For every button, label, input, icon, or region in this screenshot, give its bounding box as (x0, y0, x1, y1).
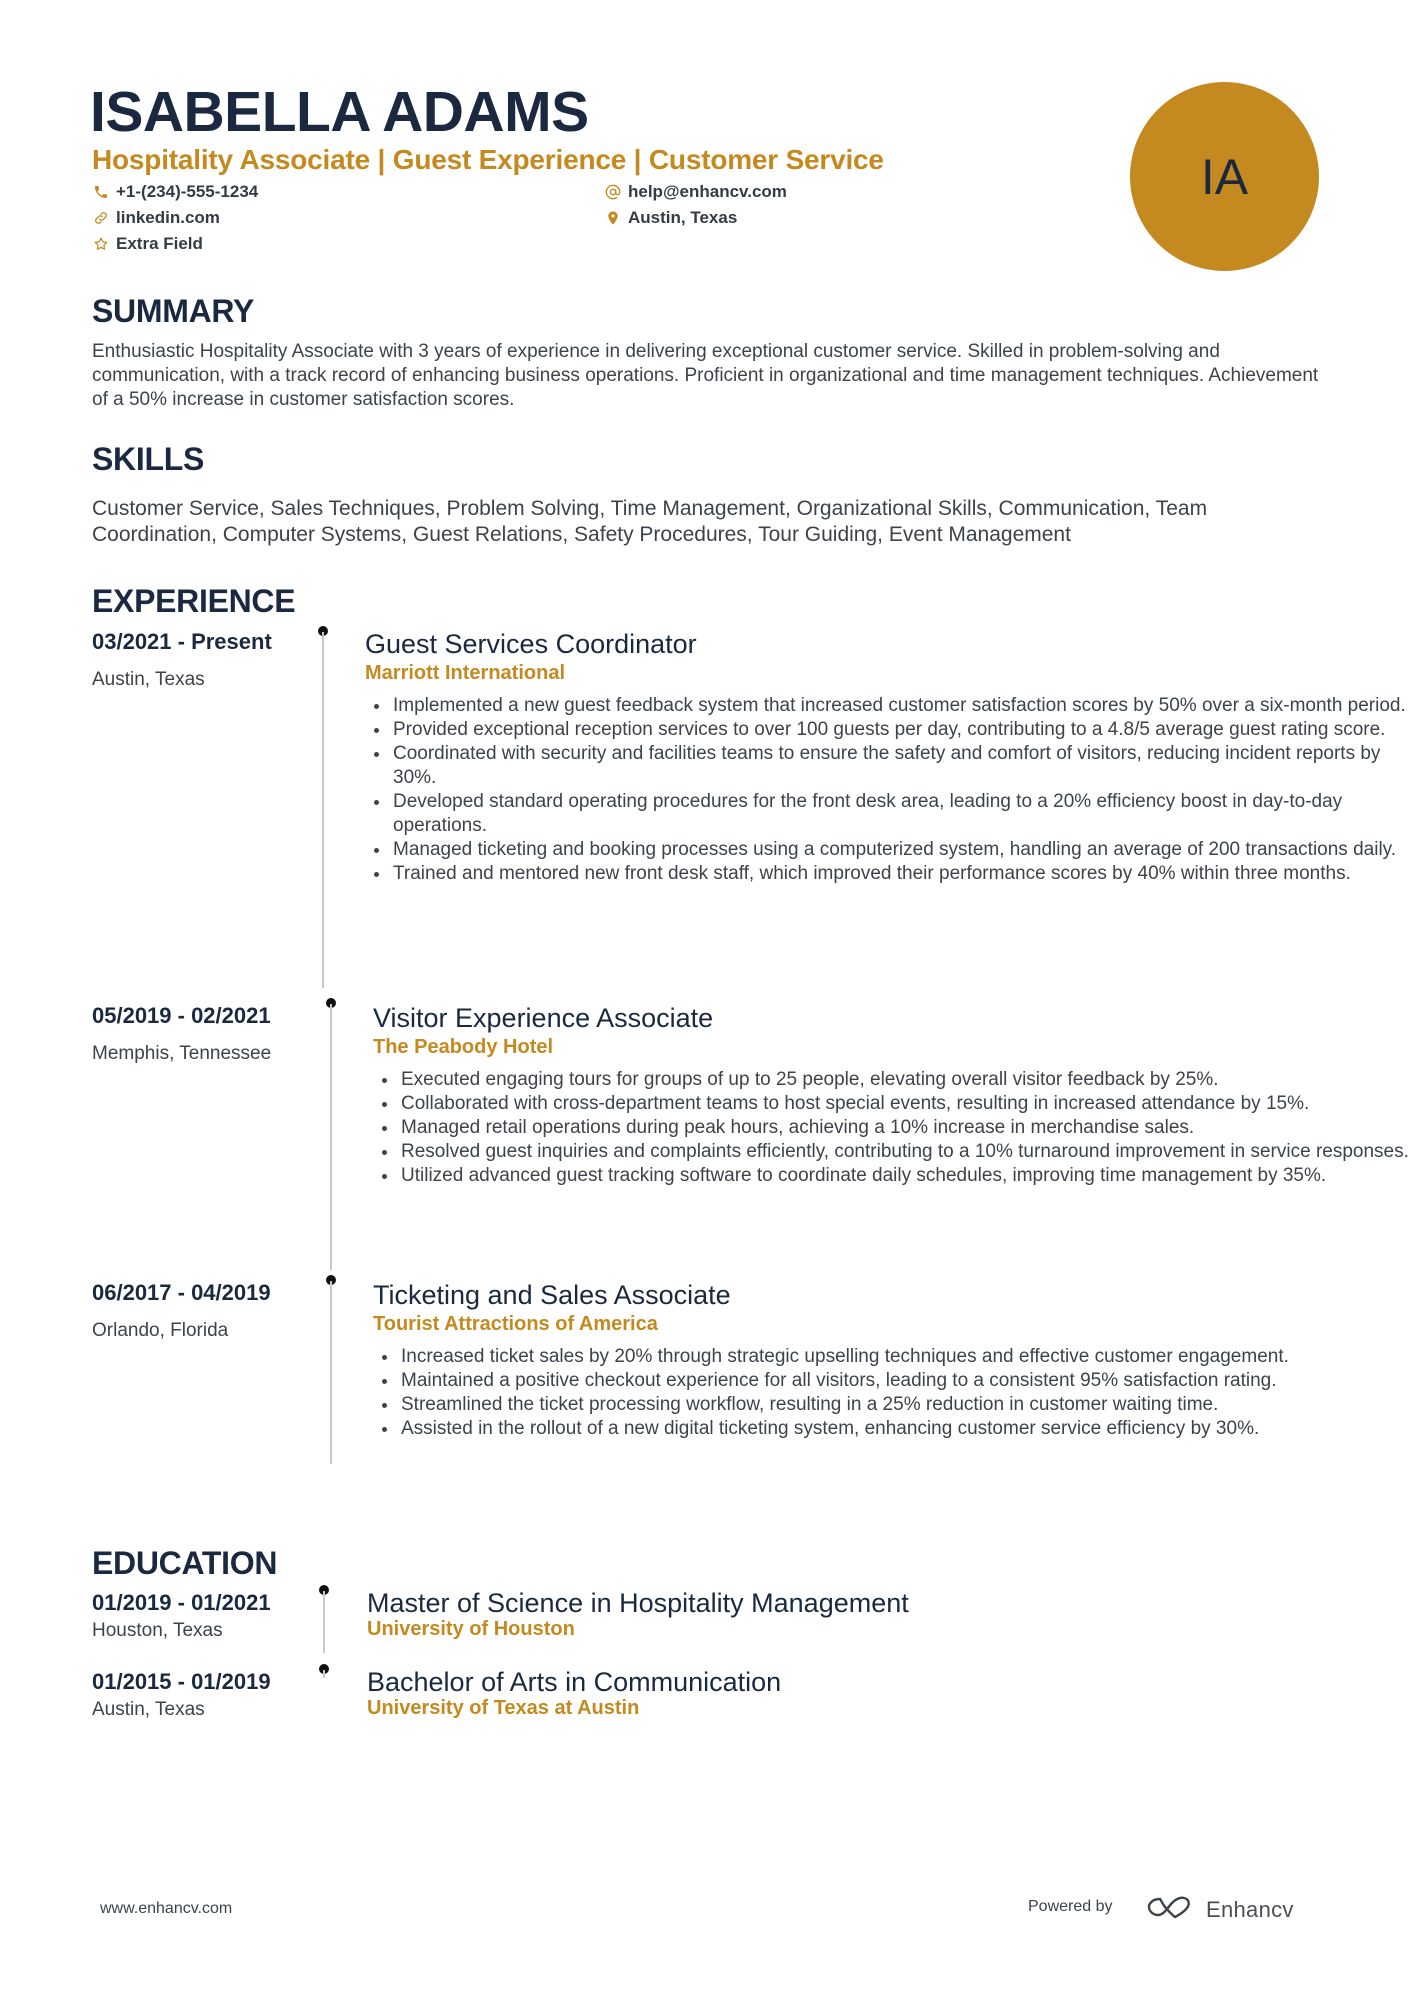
bullet-item: Implemented a new guest feedback system that increased customer satisfaction scores by 50% over a six-month period. (365, 694, 1410, 718)
map-pin-icon (604, 209, 622, 227)
bullet-item: Provided exceptional reception services to over 100 guests per day, contributing to a 4.8/5 average guest rating score. (365, 718, 1410, 742)
bullet-item: Resolved guest inquiries and complaints efficiently, contributing to a 10% turnaround improvement in service responses. (373, 1140, 1410, 1164)
contact-location (604, 206, 737, 230)
timeline-line (330, 1281, 332, 1464)
email-link[interactable]: help@enhancv.com (628, 182, 787, 201)
candidate-headline: Hospitality Associate | Guest Experience | Customer Service (92, 144, 884, 175)
timeline-line (330, 1004, 332, 1270)
enhancv-logo-icon (1146, 1894, 1194, 1925)
bullet-item: Managed retail operations during peak hours, achieving a 10% increase in merchandise sales. (373, 1116, 1410, 1140)
education-entry (92, 1667, 1332, 1740)
entry-bullets (373, 1345, 1410, 1441)
bullet-item: Increased ticket sales by 20% through strategic upselling techniques and effective customer engagement. (373, 1345, 1410, 1369)
contact-email (604, 180, 787, 204)
entry-location: Houston, Texas (92, 1620, 223, 1641)
link-icon (92, 209, 110, 227)
entry-date: 06/2017 - 04/2019 (92, 1280, 271, 1305)
phone-text: +1-(234)-555-1234 (116, 182, 259, 201)
entry-company: The Peabody Hotel (373, 1036, 554, 1058)
contact-extra (92, 232, 203, 256)
skills-text: Customer Service, Sales Techniques, Problem Solving, Time Management, Organizational Skills, Communication, Team Coordination, Computer Systems, Guest Relations, Safety Procedures, Tour Guiding, Event Management (92, 497, 1208, 546)
contact-phone (92, 180, 258, 204)
degree-title: Bachelor of Arts in Communication (367, 1667, 782, 1697)
entry-content (373, 1002, 1410, 1188)
candidate-name: ISABELLA ADAMS (90, 80, 589, 144)
location-text: Austin, Texas (628, 208, 738, 227)
linkedin-link[interactable]: linkedin.com (116, 208, 220, 227)
entry-date: 03/2021 - Present (92, 629, 272, 654)
extra-field-text: Extra Field (116, 234, 203, 253)
bullet-item: Maintained a positive checkout experience for all visitors, leading to a consistent 95% satisfaction rating. (373, 1369, 1410, 1393)
entry-bullets (365, 694, 1410, 886)
degree-title: Master of Science in Hospitality Management (367, 1588, 909, 1618)
entry-role: Visitor Experience Associate (373, 1003, 714, 1033)
experience-entry (92, 1002, 1409, 1272)
entry-content (367, 1587, 1407, 1642)
education-heading: EDUCATION (92, 1545, 278, 1581)
bullet-item: Developed standard operating procedures for the front desk area, leading to a 20% efficiency boost in day-to-day operations. (365, 790, 1410, 838)
contact-linkedin (92, 206, 220, 230)
timeline-line (322, 632, 324, 988)
at-icon (604, 183, 622, 201)
experience-heading: EXPERIENCE (92, 583, 296, 619)
bullet-item: Executed engaging tours for groups of up to 25 people, elevating overall visitor feedback by 25%. (373, 1068, 1410, 1092)
bullet-item: Collaborated with cross-department teams to host special events, resulting in increased attendance by 15%. (373, 1092, 1410, 1116)
education-entry (92, 1588, 1332, 1661)
experience-entry (92, 1279, 1332, 1479)
avatar-initials: IA (1200, 148, 1249, 205)
entry-bullets (373, 1068, 1410, 1188)
entry-location: Austin, Texas (92, 669, 205, 690)
entry-date: 01/2015 - 01/2019 (92, 1669, 271, 1694)
entry-location: Austin, Texas (92, 1699, 205, 1720)
entry-content (367, 1666, 1407, 1721)
enhancv-logo[interactable] (1146, 1894, 1294, 1925)
entry-content (365, 628, 1410, 886)
entry-location: Memphis, Tennessee (92, 1043, 272, 1064)
phone-icon (92, 183, 110, 201)
summary-heading: SUMMARY (92, 293, 255, 329)
bullet-item: Coordinated with security and facilities teams to ensure the safety and comfort of visitors, reducing incident reports by 30%. (365, 742, 1410, 790)
school-name: University of Houston (367, 1618, 575, 1640)
entry-date: 05/2019 - 02/2021 (92, 1003, 271, 1028)
powered-by-label: Powered by (1028, 1898, 1113, 1915)
entry-role: Ticketing and Sales Associate (373, 1280, 731, 1310)
bullet-item: Streamlined the ticket processing workflow, resulting in a 25% reduction in customer waiting time. (373, 1393, 1410, 1417)
avatar (1130, 82, 1319, 271)
experience-entry (92, 628, 1406, 990)
entry-role: Guest Services Coordinator (365, 629, 697, 659)
entry-company: Marriott International (365, 662, 566, 684)
school-name: University of Texas at Austin (367, 1697, 640, 1719)
bullet-item: Managed ticketing and booking processes using a computerized system, handling an average of 200 transactions daily. (365, 838, 1410, 862)
entry-company: Tourist Attractions of America (373, 1313, 658, 1335)
bullet-item: Utilized advanced guest tracking software to coordinate daily schedules, improving time management by 35%. (373, 1164, 1410, 1188)
star-icon (92, 235, 110, 253)
entry-location: Orlando, Florida (92, 1320, 229, 1341)
timeline-line (323, 1591, 325, 1653)
summary-text: Enthusiastic Hospitality Associate with 3 years of experience in delivering exceptional customer service. Skilled in problem-solving and communication, with a track record of enhancing business operations. Proficient in organizational and time management techniques. Achievement of a 50% increase in customer satisfaction scores. (92, 341, 1319, 410)
footer-website-link[interactable]: www.enhancv.com (100, 1900, 233, 1917)
skills-heading: SKILLS (92, 441, 204, 477)
entry-content (373, 1279, 1410, 1441)
enhancv-logo-text: Enhancv (1206, 1896, 1294, 1922)
entry-date: 01/2019 - 01/2021 (92, 1590, 271, 1615)
bullet-item: Assisted in the rollout of a new digital ticketing system, enhancing customer service efficiency by 30%. (373, 1417, 1410, 1441)
bullet-item: Trained and mentored new front desk staff, which improved their performance scores by 40% within three months. (365, 862, 1410, 886)
timeline-line (323, 1670, 325, 1678)
